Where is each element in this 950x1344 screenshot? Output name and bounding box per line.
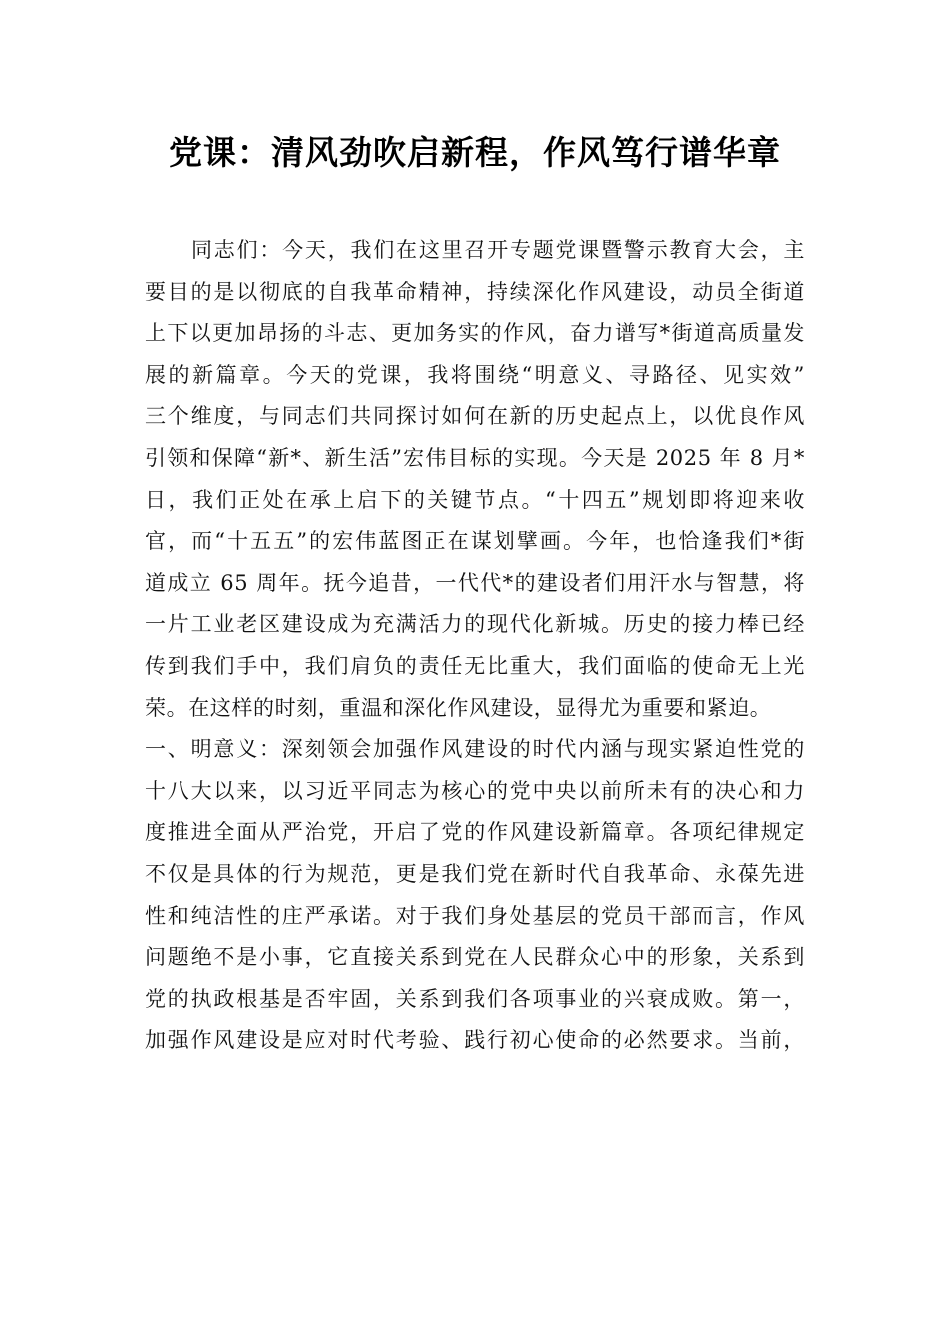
body-line: 加强作风建设是应对时代考验、践行初心使命的必然要求。当前， xyxy=(145,1028,805,1053)
body-line: 上下以更加昂扬的斗志、更加务实的作风，奋力谱写*街道高质量发 xyxy=(145,321,805,346)
body-line: 引领和保障“新*、新生活”宏伟目标的实现。今天是 2025 年 8 月* xyxy=(145,445,805,470)
document-body xyxy=(145,230,805,1062)
body-line: 十八大以来，以习近平同志为核心的党中央以前所未有的决心和力 xyxy=(145,778,805,803)
body-line: 道成立 65 周年。抚今追昔，一代代*的建设者们用汗水与智慧，将 xyxy=(145,570,805,595)
body-line: 党的执政根基是否牢固，关系到我们各项事业的兴衰成败。第一， xyxy=(145,986,805,1011)
body-line: 一、明意义：深刻领会加强作风建设的时代内涵与现实紧迫性党的 xyxy=(145,737,805,762)
body-line: 日，我们正处在承上启下的关键节点。“十四五”规划即将迎来收 xyxy=(145,487,805,512)
body-line: 官，而“十五五”的宏伟蓝图正在谋划擘画。今年，也恰逢我们*街 xyxy=(145,529,805,554)
body-line: 不仅是具体的行为规范，更是我们党在新时代自我革命、永葆先进 xyxy=(145,861,805,886)
body-line: 传到我们手中，我们肩负的责任无比重大，我们面临的使命无上光 xyxy=(145,653,805,678)
body-line: 要目的是以彻底的自我革命精神，持续深化作风建设，动员全街道 xyxy=(145,279,805,304)
body-line: 度推进全面从严治党，开启了党的作风建设新篇章。各项纪律规定 xyxy=(145,820,805,845)
body-line: 三个维度，与同志们共同探讨如何在新的历史起点上，以优良作风 xyxy=(145,404,805,429)
body-line: 荣。在这样的时刻，重温和深化作风建设，显得尤为重要和紧迫。 xyxy=(145,695,772,720)
document-title: 党课：清风劲吹启新程，作风笃行谱华章 xyxy=(169,133,781,172)
body-line: 一片工业老区建设成为充满活力的现代化新城。历史的接力棒已经 xyxy=(145,612,805,637)
body-line: 同志们：今天，我们在这里召开专题党课暨警示教育大会，主 xyxy=(191,238,805,262)
body-line: 问题绝不是小事，它直接关系到党在人民群众心中的形象，关系到 xyxy=(145,945,805,970)
body-line: 性和纯洁性的庄严承诺。对于我们身处基层的党员干部而言，作风 xyxy=(145,903,805,928)
body-line: 展的新篇章。今天的党课，我将围绕“明意义、寻路径、见实效” xyxy=(145,362,805,387)
